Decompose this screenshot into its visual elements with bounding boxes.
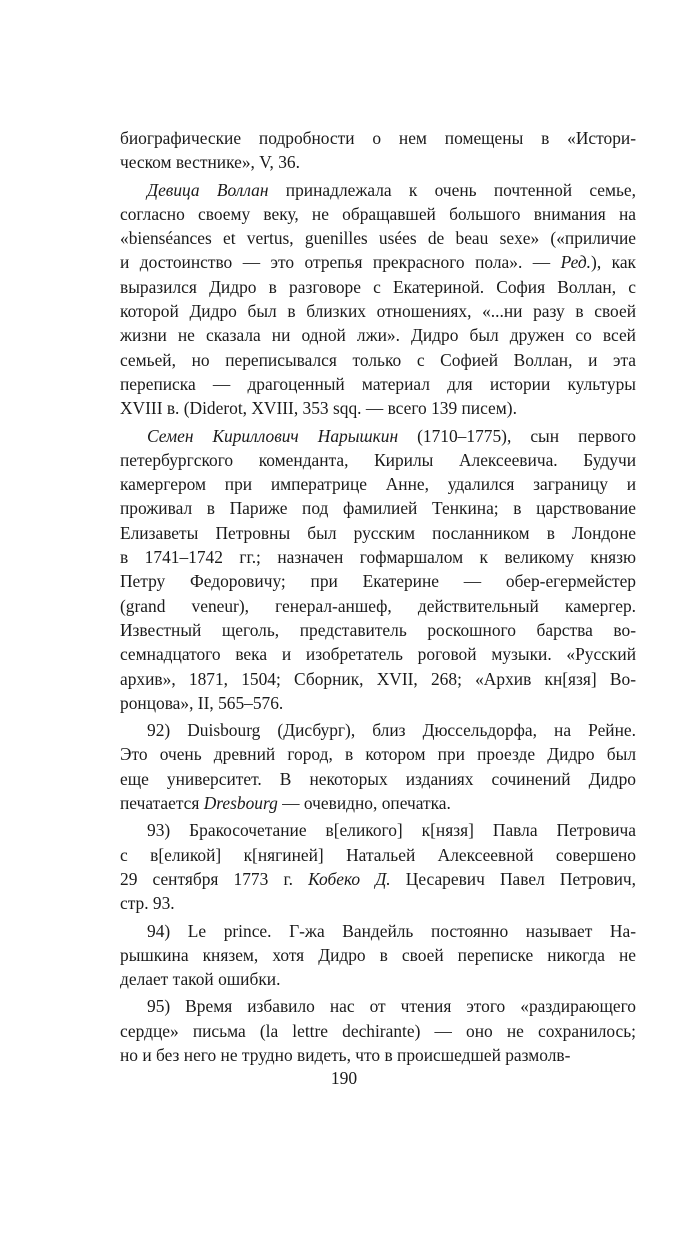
text-run: рышкина князем, хотя Дидро в своей переписке никогда не (120, 944, 636, 965)
text-run: с в[еликой] к[нягиней] Натальей Алексеевной совершено (120, 844, 636, 865)
text-run: печатается (120, 793, 204, 814)
text-line (120, 843, 636, 867)
text-run: в 1741–1742 гг.; назначен гофмаршалом к великому князю (120, 547, 636, 568)
text-run: Цесаревич Павел Петрович, (390, 868, 637, 889)
italic-text: Семен Кириллович Нарышкин (147, 425, 399, 446)
text-line (120, 569, 636, 593)
text-run: XVIII в. (Diderot, XVIII, 353 sqq. — всего 139 писем). (120, 398, 517, 419)
text-line (120, 594, 636, 618)
text-line (120, 691, 636, 715)
text-run: ронцова», II, 565–576. (120, 692, 284, 713)
text-line (120, 323, 636, 347)
text-run: принадлежала к очень почтенной семье, (268, 179, 636, 200)
text-line (120, 742, 636, 766)
text-run: 95) Время избавило нас от чтения этого «раздирающего (147, 996, 636, 1017)
text-line (120, 250, 636, 274)
paragraph (120, 424, 636, 716)
italic-text: Ред. (560, 252, 592, 273)
paragraph (120, 718, 636, 815)
text-line (120, 919, 636, 943)
text-line (120, 791, 636, 815)
text-line (120, 1019, 636, 1043)
text-line (120, 150, 636, 174)
text-line (120, 521, 636, 545)
paragraph (120, 994, 636, 1067)
text-run: стр. 93. (120, 893, 175, 914)
text-line (120, 618, 636, 642)
text-run: 93) Бракосочетание в[еликого] к[нязя] Павла Петровича (147, 820, 636, 841)
text-line (120, 202, 636, 226)
text-line (120, 1043, 636, 1067)
text-run: которой Дидро был в близких отношениях, «...ни разу в своей (120, 301, 636, 322)
text-line (120, 372, 636, 396)
text-run: 94) Le prince. Г-жа Вандейль постоянно называет На- (147, 920, 636, 941)
body-text (120, 126, 636, 1067)
italic-text: Dresbourg (203, 793, 278, 814)
text-run: Это очень древний город, в котором при проезде Дидро был (120, 744, 636, 765)
text-line (120, 967, 636, 991)
text-line (120, 448, 636, 472)
text-line (120, 348, 636, 372)
text-run: — очевидно, опечатка. (277, 793, 451, 814)
text-run: 92) Duisbourg (Дисбург), близ Дюссельдорфа, на Рейне. (147, 720, 636, 741)
text-run: ), как (591, 252, 636, 273)
text-run: семнадцатого века и изобретатель роговой музыки. «Русский (120, 644, 636, 665)
text-run: ческом вестнике», V, 36. (120, 152, 300, 173)
text-line (120, 496, 636, 520)
text-line (120, 943, 636, 967)
text-run: архив», 1871, 1504; Сборник, XVII, 268; «Архив кн[язя] Во- (120, 668, 636, 689)
text-line (120, 642, 636, 666)
text-run: петербургского коменданта, Кирилы Алексеевича. Будучи (120, 449, 636, 470)
text-line (120, 767, 636, 791)
paragraph (120, 178, 636, 421)
text-line (120, 718, 636, 742)
text-line (120, 818, 636, 842)
text-line (120, 299, 636, 323)
text-line (120, 424, 636, 448)
text-line (120, 396, 636, 420)
paragraph (120, 818, 636, 915)
text-line (120, 867, 636, 891)
text-line (120, 545, 636, 569)
italic-text: Кобеко Д. (308, 868, 391, 889)
text-run: Петру Федоровичу; при Екатерине — обер-егермейстер (120, 571, 636, 592)
paragraph (120, 919, 636, 992)
text-run: жизни не сказала ни одной лжи». Дидро был дружен со всей (120, 325, 636, 346)
text-run: «bienséances et vertus, guenilles usées de beau sexe» («приличие (120, 228, 636, 249)
text-line (120, 178, 636, 202)
text-line (120, 126, 636, 150)
text-run: и достоинство — это отрепья прекрасного пола». — (120, 252, 561, 273)
text-run: Известный щеголь, представитель роскошного барства во- (120, 619, 636, 640)
text-run: выразился Дидро в разговоре с Екатериной. София Воллан, с (120, 276, 636, 297)
text-run: Елизаветы Петровны был русским посланником в Лондоне (120, 522, 636, 543)
text-run: еще университет. В некоторых изданиях сочинений Дидро (120, 768, 636, 789)
page-number: 190 (330, 1068, 358, 1088)
text-line (120, 472, 636, 496)
text-run: 29 сентября 1773 г. (120, 868, 309, 889)
text-line (120, 667, 636, 691)
text-run: камергером при императрице Анне, удалился заграницу и (120, 474, 636, 495)
text-run: делает такой ошибки. (120, 969, 281, 990)
text-line (120, 226, 636, 250)
italic-text: Девица Воллан (147, 179, 269, 200)
text-run: переписка — драгоценный материал для истории культуры (120, 373, 636, 394)
text-line (120, 994, 636, 1018)
text-line (120, 275, 636, 299)
paragraph (120, 126, 636, 175)
text-run: (grand veneur), генерал-аншеф, действительный камергер. (120, 595, 636, 616)
text-run: сердце» письма (la lettre dechirante) — оно не сохранилось; (120, 1020, 636, 1041)
text-run: семьей, но переписывался только с Софией Воллан, и эта (120, 349, 636, 370)
text-run: (1710–1775), сын первого (398, 425, 636, 446)
text-run: биографические подробности о нем помещены в «Истори- (120, 128, 636, 148)
text-run: но и без него не трудно видеть, что в происшедшей размолв- (120, 1044, 571, 1065)
text-run: проживал в Париже под фамилией Тенкина; в царствование (120, 498, 636, 519)
text-line (120, 891, 636, 915)
text-run: согласно своему веку, не обращавшей большого внимания на (120, 203, 636, 224)
